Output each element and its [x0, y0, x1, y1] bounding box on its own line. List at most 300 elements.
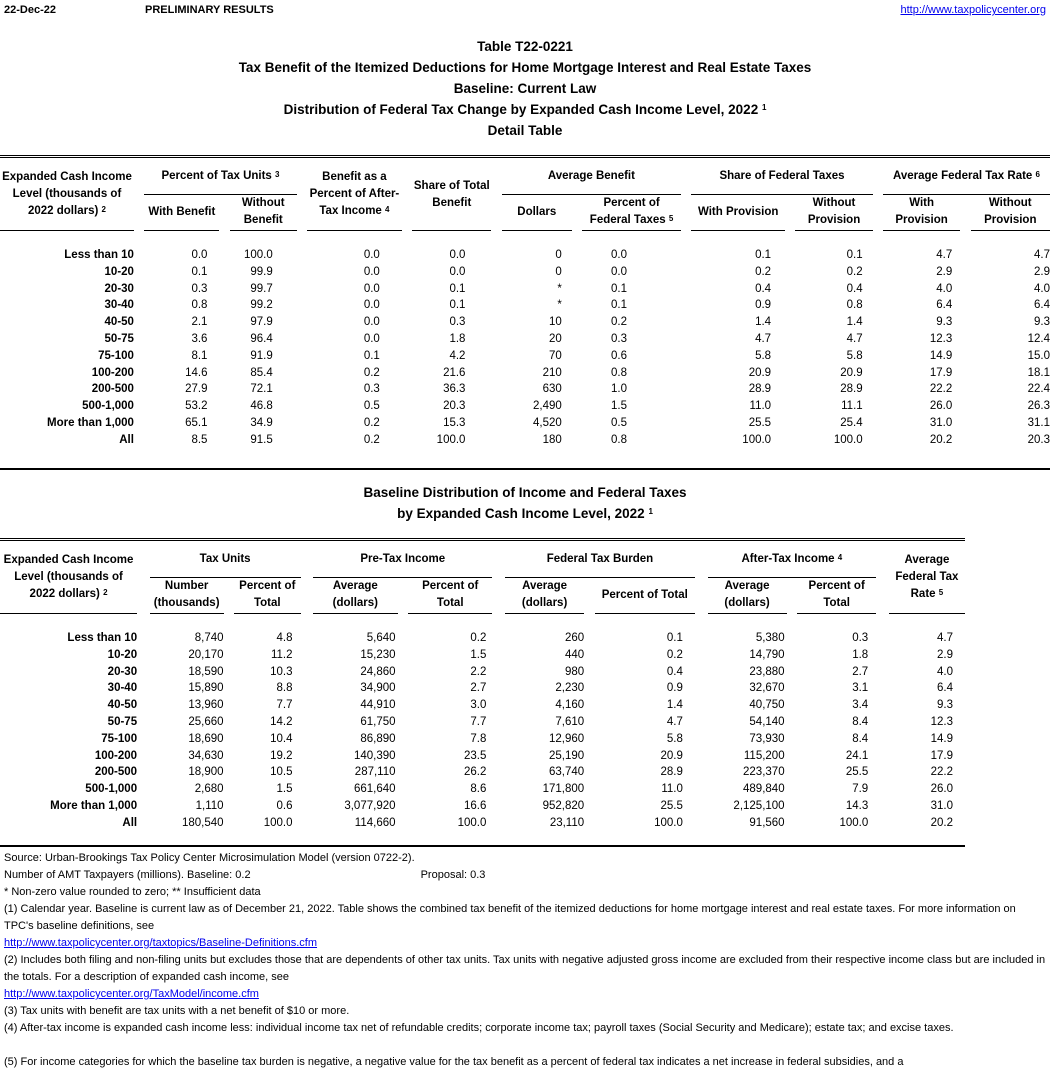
table-cell: 0.0: [611, 249, 628, 261]
table-subtitle: Distribution of Federal Tax Change by Expanded Cash Income Level, 2022 $^1$: [283, 102, 767, 117]
row-label: 500-1,000: [82, 400, 134, 413]
table-cell: 2.7: [470, 682, 487, 695]
table-cell: 180: [542, 433, 562, 446]
col-group-pct-tax-units: Percent of Tax Units $^3$: [144, 160, 296, 195]
table-cell: 100.0: [742, 433, 772, 446]
table-cell: 19.2: [270, 749, 293, 762]
table-cell: 44,910: [360, 699, 396, 712]
row-label: 100-200: [91, 366, 134, 379]
table-cell: 18,900: [188, 766, 224, 779]
table-cell: 180,540: [181, 816, 224, 829]
table-cell: 14.9: [930, 732, 953, 745]
col-group-share-fed-taxes: Share of Federal Taxes: [691, 160, 872, 195]
table-row: [0, 630, 965, 647]
table-baseline: Baseline: Current Law: [453, 81, 597, 96]
table-cell: 24.1: [845, 749, 869, 762]
footnote-1: (1) Calendar year. Baseline is current law as of December 21, 2022. Table shows the combined tax benefit of the itemized deductions for home mortgage interest and real estate taxes. For more information on TPC's baseline definitions, see: [4, 903, 1016, 932]
table-cell: 8,740: [194, 632, 224, 644]
table-cell: 72.1: [250, 383, 273, 396]
table-cell: 22.4: [1027, 383, 1050, 396]
table-row: [0, 331, 1050, 348]
table-cell: 140,390: [353, 749, 396, 762]
row-label: 75-100: [101, 732, 138, 745]
table-cell: 23,110: [549, 816, 585, 829]
row-label: 40-50: [104, 316, 134, 329]
table-row: [0, 781, 965, 798]
col-pretax-pct: Percent of Total: [408, 577, 492, 613]
table-cell: 86,890: [360, 732, 396, 745]
col-aftertax-average: Average (dollars): [708, 577, 787, 613]
table-cell: 34,900: [360, 682, 396, 695]
table-cell: 4.7: [1034, 249, 1050, 261]
table-cell: 18.1: [1027, 366, 1050, 379]
table-cell: 0: [555, 265, 562, 278]
row-label: 20-30: [107, 665, 138, 678]
table-cell: 0.4: [755, 282, 772, 295]
table-cell: 22.2: [929, 383, 953, 396]
table-cell: 17.9: [930, 749, 953, 762]
table-cell: 73,930: [749, 732, 785, 745]
table-cell: 952,820: [542, 799, 585, 812]
table-cell: 0.3: [449, 316, 466, 329]
table-cell: 65.1: [185, 416, 208, 429]
table-cell: 25,190: [548, 749, 585, 762]
baseline-table-subtitle: by Expanded Cash Income Level, 2022 $^1$: [397, 506, 653, 521]
baseline-table-title: Baseline Distribution of Income and Federal Taxes: [363, 485, 687, 500]
table-row: [0, 714, 965, 731]
row-label: 10-20: [107, 648, 138, 661]
table-cell: 18,590: [188, 665, 224, 678]
row-label: More than 1,000: [47, 416, 134, 429]
table-cell: 0.9: [755, 299, 772, 312]
table-row: [0, 348, 1050, 365]
table-cell: 3.4: [852, 699, 869, 712]
table-cell: 6.4: [937, 682, 953, 695]
col-with-benefit: With Benefit: [144, 194, 219, 230]
table-cell: 0.2: [363, 366, 380, 379]
report-date: 22-Dec-22: [4, 4, 56, 16]
footnote-4: (4) After-tax income is expanded cash income less: individual income tax net of refundable credits; corporate income tax; payroll taxes (Social Security and Medicare); estate tax; and excise taxes.: [4, 1022, 954, 1034]
table-cell: 11.1: [841, 400, 863, 413]
table-cell: 5.8: [755, 349, 772, 362]
table-cell: 9.3: [1034, 316, 1050, 329]
table-cell: 11.2: [270, 648, 293, 661]
table-cell: 12.3: [929, 332, 953, 345]
top-bar: [0, 4, 1050, 18]
table-cell: 97.9: [250, 316, 273, 329]
table-cell: 11.0: [749, 400, 772, 413]
table-cell: 24,860: [360, 665, 396, 678]
col-share-without-provision: Without Provision: [795, 194, 872, 230]
table-cell: 0.2: [470, 632, 487, 644]
table-cell: 26.0: [929, 400, 953, 413]
table-cell: 1.8: [449, 332, 466, 345]
table-cell: 20.3: [443, 400, 466, 413]
table-cell: 0.5: [611, 416, 628, 429]
table-cell: 54,140: [749, 715, 785, 728]
table-cell: 0.8: [846, 299, 863, 312]
table-cell: 8.1: [191, 349, 208, 362]
table-cell: 61,750: [360, 715, 396, 728]
table-cell: 0.3: [852, 632, 869, 644]
table-cell: 15.3: [443, 416, 466, 429]
table-cell: 0.1: [611, 282, 628, 295]
table-cell: 25.5: [845, 766, 869, 779]
table-cell: 6.4: [1034, 299, 1050, 312]
table-cell: 14.2: [270, 715, 293, 728]
table-cell: 14,790: [749, 648, 785, 661]
table-cell: 0.8: [611, 433, 628, 446]
table-cell: 20,170: [188, 648, 224, 661]
col-benefit-pct-ati: Benefit as a Percent of After-Tax Income $^4$: [307, 160, 402, 231]
table-cell: 46.8: [250, 400, 273, 413]
table-cell: 85.4: [250, 366, 273, 379]
table-cell: 0: [555, 249, 562, 261]
table-cell: 0.3: [611, 332, 628, 345]
table-id: Table T22-0221: [477, 39, 573, 54]
table-cell: 28.9: [748, 383, 772, 396]
preliminary-label: PRELIMINARY RESULTS: [145, 4, 274, 16]
table-row: [0, 697, 965, 714]
table-row: [0, 815, 965, 832]
table-cell: 171,800: [542, 783, 585, 796]
row-label: All: [122, 816, 138, 829]
table-cell: 223,370: [743, 766, 785, 779]
table-cell: 20.3: [1027, 433, 1050, 446]
tax-benefit-table: [0, 155, 1050, 470]
table-cell: 20.2: [929, 433, 953, 446]
table-cell: 7,610: [555, 715, 585, 728]
table-cell: 0.0: [449, 265, 466, 278]
income-description-link[interactable]: http://www.taxpolicycenter.org/TaxModel/income.cfm: [4, 988, 259, 1000]
table-cell: 0.9: [666, 682, 683, 695]
table-cell: 4.7: [937, 632, 953, 644]
table-cell: *: [557, 299, 562, 312]
table-cell: 287,110: [354, 766, 396, 779]
table-cell: 1.4: [755, 316, 772, 329]
table-cell: 3.0: [470, 699, 487, 712]
table-cell: 210: [542, 366, 562, 379]
table-row: [0, 365, 1050, 382]
table-cell: 15.0: [1027, 349, 1050, 362]
table-cell: 0.0: [449, 249, 466, 261]
footnote-3: (3) Tax units with benefit are tax units with a net benefit of $10 or more.: [4, 1005, 350, 1017]
table-detail-label: Detail Table: [487, 123, 563, 138]
table-cell: 5,380: [755, 632, 785, 644]
table-cell: 9.3: [936, 316, 953, 329]
table-cell: 1.0: [611, 383, 628, 396]
table-cell: 4.7: [936, 249, 953, 261]
table-cell: 3.1: [852, 682, 869, 695]
source-note: Source: Urban-Brookings Tax Policy Center Microsimulation Model (version 0722-2).: [4, 852, 415, 864]
row-label: 20-30: [104, 282, 134, 295]
row-label: 75-100: [98, 349, 134, 362]
col-group-aftertax-income: After-Tax Income $^4$: [708, 543, 877, 578]
table-cell: 10: [549, 316, 562, 329]
table-cell: 0.0: [611, 265, 628, 278]
table-cell: 100.0: [243, 249, 273, 261]
table-cell: 1.4: [846, 316, 863, 329]
col-group-avg-fed-tax-rate: Average Federal Tax Rate $^6$: [883, 160, 1050, 195]
table-cell: 100.0: [457, 816, 487, 829]
col-tax-units-pct: Percent of Total: [234, 577, 300, 613]
table-cell: 32,670: [749, 682, 785, 695]
table-cell: 661,640: [353, 783, 396, 796]
table-cell: 0.2: [611, 316, 628, 329]
table-cell: 8.5: [191, 433, 208, 446]
table-row: [0, 381, 1050, 398]
col-pretax-average: Average (dollars): [313, 577, 397, 613]
table-cell: 2.7: [852, 665, 869, 678]
col-group-avg-benefit: Average Benefit: [502, 160, 681, 195]
col-income-level-2: Expanded Cash Income Level (thousands of 2022 dollars) $^2$: [0, 543, 137, 614]
row-label: Less than 10: [64, 249, 134, 261]
table-titles: [0, 36, 1050, 141]
table-cell: 0.0: [363, 316, 380, 329]
amt-note: Number of AMT Taxpayers (millions). Baseline: 0.2 Proposal: 0.3: [4, 869, 486, 881]
table-cell: 260: [564, 632, 585, 644]
table-cell: 91,560: [749, 816, 785, 829]
col-rate-without-provision: Without Provision: [971, 194, 1050, 230]
table-cell: 91.9: [250, 349, 273, 362]
table-cell: 1.5: [470, 648, 487, 661]
table-cell: 10.5: [270, 766, 293, 779]
table-cell: 31.0: [930, 799, 953, 812]
table-cell: 0.6: [611, 349, 628, 362]
table-cell: 99.2: [250, 299, 273, 312]
table-row: [0, 748, 965, 765]
table-cell: 0.2: [666, 648, 683, 661]
table-cell: 0.0: [363, 282, 380, 295]
table-cell: 20.9: [660, 749, 683, 762]
table-cell: 2.9: [936, 265, 953, 278]
table-cell: 8.8: [276, 682, 293, 695]
table-cell: 12,960: [548, 732, 585, 745]
table-cell: 6.4: [936, 299, 953, 312]
table-cell: 100.0: [833, 433, 863, 446]
table-row: [0, 264, 1050, 281]
table-cell: 4,160: [555, 699, 585, 712]
table-cell: 1,110: [195, 799, 224, 812]
table-cell: 0.0: [363, 299, 380, 312]
table-cell: 21.6: [443, 366, 466, 379]
row-label: 200-500: [94, 766, 138, 779]
legend-note: * Non-zero value rounded to zero; ** Insufficient data: [4, 886, 261, 898]
table-cell: 26.0: [930, 783, 953, 796]
col-share-total-benefit: Share of Total Benefit: [412, 160, 491, 231]
table-cell: 4.0: [936, 282, 953, 295]
table-cell: 4,520: [533, 416, 562, 429]
table-cell: 4.8: [276, 632, 293, 644]
footnotes: [4, 850, 1048, 1071]
row-label: 40-50: [107, 699, 138, 712]
table-row: [0, 432, 1050, 449]
row-label: 500-1,000: [85, 783, 138, 796]
row-label: All: [119, 433, 134, 446]
table-cell: 15,890: [188, 682, 224, 695]
col-burden-average: Average (dollars): [505, 577, 584, 613]
table-cell: 23,880: [749, 665, 785, 678]
table-cell: 4.7: [666, 715, 683, 728]
table-cell: 440: [564, 648, 585, 661]
table-cell: 36.3: [443, 383, 466, 396]
table-cell: 34.9: [250, 416, 273, 429]
table-cell: 31.1: [1027, 416, 1050, 429]
table-cell: 1.5: [276, 783, 293, 796]
table-cell: 0.2: [846, 265, 863, 278]
table-cell: 26.2: [464, 766, 487, 779]
col-group-fed-tax-burden: Federal Tax Burden: [505, 543, 695, 578]
table-cell: 4.7: [755, 332, 772, 345]
table-row: [0, 798, 965, 815]
table-cell: 1.5: [611, 400, 628, 413]
baseline-distribution-table: [0, 538, 965, 847]
footnote-2: (2) Includes both filing and non-filing units but excludes those that are dependents of other tax units. Tax units with negative adjusted gross income are excluded from their respective income class but are included in the totals. For a description of expanded cash income, see: [4, 954, 1046, 983]
table-cell: 99.9: [250, 265, 273, 278]
table-cell: 10.4: [270, 732, 293, 745]
table-cell: 2.1: [191, 316, 208, 329]
table-row: [0, 398, 1050, 415]
table-cell: 0.1: [363, 349, 380, 362]
table-cell: 14.9: [929, 349, 953, 362]
row-label: 50-75: [104, 332, 134, 345]
table-cell: 630: [542, 383, 562, 396]
col-pct-fed-taxes: Percent of Federal Taxes $^5$: [582, 194, 681, 230]
table-cell: 17.9: [929, 366, 953, 379]
table-cell: 0.1: [755, 249, 772, 261]
row-label: 30-40: [104, 299, 134, 312]
col-number: Number (thousands): [150, 577, 224, 613]
table-cell: 20.2: [930, 816, 953, 829]
row-label: 30-40: [107, 682, 138, 695]
table-row: [0, 731, 965, 748]
table-cell: 15,230: [360, 648, 396, 661]
table-cell: 0.2: [363, 416, 380, 429]
table-cell: 25.5: [748, 416, 772, 429]
table-cell: 70: [549, 349, 562, 362]
col-burden-pct: Percent of Total: [595, 577, 695, 613]
table-cell: 11.0: [661, 783, 683, 796]
table-cell: 2.9: [1034, 265, 1050, 278]
table-cell: 0.0: [363, 332, 380, 345]
table-cell: 22.2: [930, 766, 953, 779]
table-cell: 25.4: [840, 416, 863, 429]
table-cell: 100.0: [839, 816, 869, 829]
table-cell: 2,125,100: [733, 799, 785, 812]
table-cell: 20.9: [748, 366, 772, 379]
table-cell: 0.1: [846, 249, 863, 261]
footnote-5: (5) For income categories for which the baseline tax burden is negative, a negative value for the tax benefit as a percent of federal tax indicates a net increase in federal subsidies, and a: [4, 1056, 904, 1068]
table-cell: 0.0: [191, 249, 208, 261]
table-cell: 100.0: [263, 816, 293, 829]
table-cell: 0.0: [363, 265, 380, 278]
tax-benefit-table-body: [0, 247, 1050, 449]
row-label: 100-200: [94, 749, 138, 762]
table-cell: 28.9: [840, 383, 863, 396]
table-cell: 23.5: [464, 749, 487, 762]
col-group-pretax-income: Pre-Tax Income: [313, 543, 492, 578]
table-cell: 14.3: [845, 799, 869, 812]
row-label: More than 1,000: [50, 799, 138, 812]
table-cell: 12.4: [1027, 332, 1050, 345]
table-cell: 1.4: [666, 699, 683, 712]
table-cell: 53.2: [185, 400, 208, 413]
table-cell: 1.8: [852, 648, 869, 661]
table-cell: 12.3: [930, 715, 953, 728]
table-cell: 25.5: [660, 799, 683, 812]
table-cell: 5.8: [846, 349, 863, 362]
table-cell: 0.1: [666, 632, 683, 644]
tpc-website-link[interactable]: http://www.taxpolicycenter.org: [900, 4, 1046, 16]
table-cell: 0.1: [191, 265, 208, 278]
baseline-definitions-link[interactable]: http://www.taxpolicycenter.org/taxtopics/Baseline-Definitions.cfm: [4, 937, 318, 949]
table-cell: 14.6: [185, 366, 208, 379]
table-cell: 4.2: [449, 349, 466, 362]
table-cell: 91.5: [250, 433, 273, 446]
table-cell: 28.9: [660, 766, 683, 779]
table-cell: 26.3: [1027, 400, 1050, 413]
row-label: 50-75: [107, 715, 138, 728]
table-cell: 115,200: [743, 749, 785, 762]
table-cell: 25,660: [188, 715, 224, 728]
table-cell: 100.0: [436, 433, 466, 446]
table-cell: 4.0: [937, 665, 953, 678]
table-cell: 3,077,920: [344, 799, 396, 812]
table-cell: 5.8: [666, 732, 683, 745]
table-cell: 0.8: [191, 299, 208, 312]
table-cell: 20.9: [840, 366, 863, 379]
table-cell: 8.4: [852, 715, 869, 728]
col-group-tax-units: Tax Units: [150, 543, 301, 578]
table-cell: 0.6: [276, 799, 293, 812]
table-cell: 100.0: [654, 816, 683, 829]
table-cell: 0.1: [611, 299, 628, 312]
table-row: [0, 314, 1050, 331]
row-label: 10-20: [104, 265, 134, 278]
table-row: [0, 680, 965, 697]
table-cell: 0.1: [449, 282, 466, 295]
table-cell: 7.7: [470, 715, 487, 728]
table-row: [0, 297, 1050, 314]
table-cell: 4.7: [846, 332, 863, 345]
table-cell: 114,660: [354, 816, 396, 829]
col-dollars: Dollars: [502, 194, 572, 230]
table-cell: 0.2: [755, 265, 772, 278]
table-cell: 2.9: [937, 648, 953, 661]
table-cell: 980: [564, 665, 585, 678]
table-cell: 20: [549, 332, 562, 345]
table-cell: 31.0: [929, 416, 953, 429]
table-cell: 2,490: [533, 400, 562, 413]
table-cell: 3.6: [191, 332, 208, 345]
table-cell: 0.1: [449, 299, 466, 312]
table-cell: 0.4: [666, 665, 683, 678]
table-cell: 18,690: [188, 732, 224, 745]
table-cell: 0.8: [611, 366, 628, 379]
table-row: [0, 281, 1050, 298]
col-rate-with-provision: With Provision: [883, 194, 960, 230]
table-cell: 99.7: [250, 282, 273, 295]
table-cell: *: [557, 282, 562, 295]
baseline-table-titles: [0, 482, 1050, 524]
table-cell: 27.9: [185, 383, 208, 396]
row-label: 200-500: [91, 383, 134, 396]
table-row: [0, 415, 1050, 432]
table-cell: 2,230: [555, 682, 585, 695]
table-row: [0, 647, 965, 664]
table-cell: 34,630: [188, 749, 224, 762]
table-row: [0, 764, 965, 781]
